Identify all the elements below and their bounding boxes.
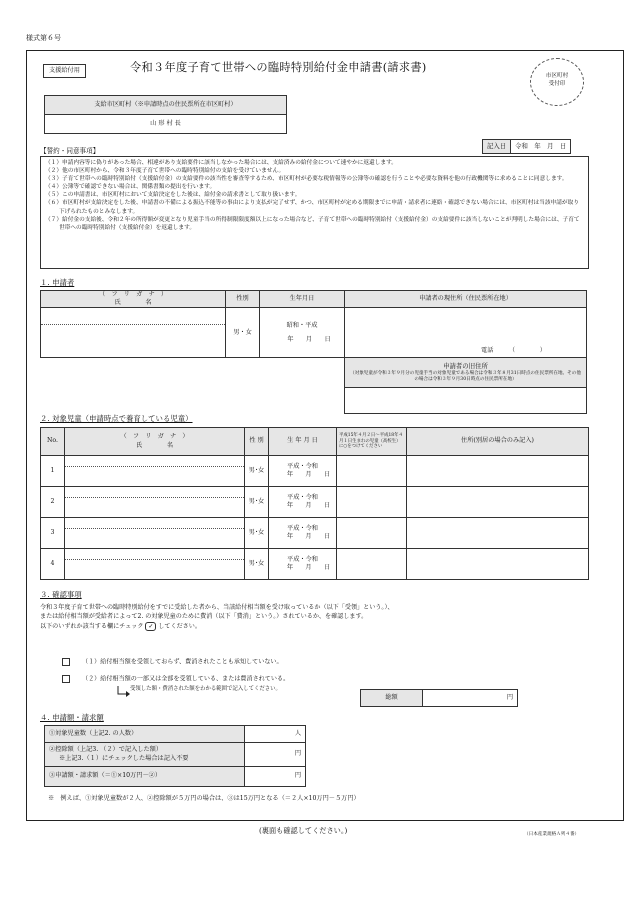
section3-line2: または給付相当額が受給者によって2. の対象児童のために費消（以下「費消」という。）されているか、を確認します。	[40, 613, 368, 621]
name-field[interactable]	[41, 325, 225, 355]
example-note: ※ 例えば、①対象児童数が２人、②控除額が５万円の場合は、③は15万円となる（＝２人×10万円－５万円）	[48, 795, 360, 802]
child-birth[interactable]	[269, 549, 337, 580]
table-row	[41, 549, 589, 580]
option2-label: （２）給付相当額の一部又は全部を受領している、または費消されている。	[82, 675, 290, 683]
birth-ymd: 年 月 日	[287, 335, 331, 343]
row-number: 3	[41, 518, 65, 549]
highschool-field[interactable]	[337, 549, 407, 580]
name-label: 氏 名	[114, 299, 152, 307]
row-number: 1	[41, 456, 65, 487]
option1-row	[62, 658, 582, 666]
total-label: 総額	[361, 690, 423, 707]
deduction-label-note: ※上記3.（１）にチェックした場合は記入不要	[59, 754, 189, 762]
furigana-label: （ フ リ ガ ナ ）	[98, 291, 168, 298]
address-field[interactable]	[345, 308, 587, 358]
highschool-field[interactable]	[337, 487, 407, 518]
form-tag: 支援給付用	[43, 64, 86, 78]
applicant-gender[interactable]: 男・女	[226, 308, 260, 358]
form-number: 様式第６号	[26, 34, 61, 42]
section3-line3a: 以下のいずれか該当する欄にチェック	[40, 622, 144, 630]
birth-era: 平成・令和	[287, 493, 318, 501]
municipality-label: 支給市区町村（※申請時点の住民票所在市区町村）	[45, 96, 287, 115]
entry-date-label: 記入日	[483, 140, 511, 154]
prev-address-label: 申請者の旧住所	[443, 362, 488, 371]
request-amount-label: ③申請額・請求額（＝①×10万円－②）	[45, 767, 245, 787]
section3-line3b: してください。	[158, 622, 201, 630]
child-address-field[interactable]	[407, 456, 589, 487]
child-name-header	[65, 428, 245, 456]
child-birth[interactable]	[269, 518, 337, 549]
child-name-field[interactable]	[65, 518, 245, 549]
section3-line3	[40, 622, 600, 631]
child-address-field[interactable]	[407, 549, 589, 580]
applicant-table	[40, 290, 587, 414]
highschool-field[interactable]	[337, 456, 407, 487]
children-table	[40, 427, 589, 580]
pledge-item: （６）市区町村が支給決定をした後、申請書の不備による振込不能等の事由により支払が完了せず、かつ、市区町村が定める期限までに申請・請求者に連絡・確認できない場合には、市区町村は当該申請が取り下げられたものとみなします。	[45, 200, 579, 215]
footer-note: (裏面も確認してください。)	[259, 826, 348, 835]
section3-heading: ３. 確認事項	[40, 590, 82, 599]
municipality-value[interactable]: 山 形 村 長	[45, 115, 287, 134]
child-gender-header: 性 別	[245, 428, 269, 456]
amounts-table	[44, 725, 306, 787]
prev-address-header	[345, 358, 587, 388]
table-row	[41, 456, 589, 487]
children-count-label: ①対象児童数（上記2. の人数）	[45, 726, 245, 743]
deduction-unit: 円	[294, 750, 301, 758]
child-address-header: 住所(別居の場合のみ記入)	[407, 428, 589, 456]
birth-ymd: 年 月 日	[286, 471, 331, 478]
jis-note: （日本産業規格Ａ列４番）	[524, 832, 580, 837]
pledge-item: （７）給付金の支給後、令和２年の所得額が変更となり児童手当の所得制限限度額以上になった場合など、子育て世帯への臨時特別給付（支援給付金）の支給要件に該当しないことが判明した場合には、子育て世帯への臨時特別給付（支援給付金）を返還します。	[45, 216, 580, 231]
pledge-item: （２）他の市区町村から、令和３年度子育て世帯への臨時特別給付の支給を受けていません。	[45, 168, 285, 175]
birth-header: 生年月日	[260, 291, 345, 308]
birth-era: 昭和・平成	[286, 321, 318, 329]
stamp-line2: 受付印	[548, 81, 566, 88]
pledge-item: （５）この申請書は、市区町村において支給決定をした後は、給付金の請求書として取り扱います。	[45, 192, 301, 199]
birth-era: 平成・令和	[287, 462, 318, 470]
prev-address-note: （対象児童が令和３年９月分の児童手当の対象児童である場合は令和３年８月31日時点の住民票所在地、その他の場合は令和３年９月30日時点の住民票所在地）	[350, 370, 581, 382]
row-number: 2	[41, 487, 65, 518]
deduction-field[interactable]	[245, 743, 306, 767]
applicant-name-field[interactable]	[41, 308, 226, 358]
child-name-field[interactable]	[65, 549, 245, 580]
entry-date-box	[482, 139, 571, 154]
pledge-item: （１）申請内容等に偽りがあった場合、相違があり支給要件に該当しなかった場合には、支給済みの給付金について速やかに返還します。	[45, 160, 397, 166]
option2-row	[62, 675, 582, 683]
entry-date-field[interactable]: 令和 年 月 日	[511, 140, 571, 154]
child-name-field[interactable]	[65, 456, 245, 487]
row-number: 4	[41, 549, 65, 580]
name-label: 氏 名	[135, 441, 174, 449]
prev-address-field[interactable]	[345, 388, 587, 414]
child-gender[interactable]: 男･女	[245, 456, 269, 487]
birth-ymd: 年 月 日	[286, 533, 331, 540]
table-row	[41, 518, 589, 549]
request-amount-unit: 円	[294, 772, 301, 780]
birth-era: 平成・令和	[287, 524, 318, 532]
total-field[interactable]	[423, 690, 518, 707]
birth-ymd: 年 月 日	[286, 564, 331, 571]
child-gender[interactable]: 男･女	[245, 487, 269, 518]
option1-label: （１）給付相当額を受領しておらず、費消されたことも承知していない。	[82, 658, 283, 666]
children-count-field[interactable]	[245, 726, 306, 743]
total-unit: 円	[506, 693, 513, 701]
section3-line1: 令和３年度子育て世帯への臨時特別給付をすでに受給した者から、当該給付相当額を受け取っているか（以下「受領」という。）、	[40, 604, 394, 611]
pledge-heading: 【誓約・同意事項】	[40, 147, 100, 155]
child-birth[interactable]	[269, 487, 337, 518]
gender-header: 性別	[226, 291, 260, 308]
child-gender[interactable]: 男･女	[245, 518, 269, 549]
child-birth[interactable]	[269, 456, 337, 487]
check-mark-icon: ✓	[145, 622, 156, 631]
section4-heading: ４. 申請額・請求額	[40, 713, 104, 722]
pledge-item: （４）公簿等で確認できない場合は、関係書類の提出を行います。	[45, 184, 216, 191]
table-row	[41, 487, 589, 518]
child-address-field[interactable]	[407, 487, 589, 518]
highschool-header: 平成15年４月２日～平成18年４月１日生まれの児童（高校生）に○をつけてください	[337, 428, 407, 456]
page-title: 令和３年度子育て世帯への臨時特別給付金申請書(請求書)	[130, 61, 427, 74]
highschool-field[interactable]	[337, 518, 407, 549]
child-birth-header: 生 年 月 日	[269, 428, 337, 456]
section1-heading: １. 申請者	[40, 278, 75, 287]
pledge-box	[40, 156, 589, 269]
child-address-field[interactable]	[407, 518, 589, 549]
deduction-label-main: ②控除額（上記3. （２）で記入した額）	[49, 746, 163, 754]
child-gender[interactable]: 男･女	[245, 549, 269, 580]
child-name-field[interactable]	[65, 487, 245, 518]
reception-stamp	[530, 58, 584, 106]
option2-checkbox[interactable]	[62, 675, 70, 683]
furigana-label: （ フ リ ガ ナ ）	[120, 433, 189, 441]
stamp-line1: 市区町村	[545, 73, 569, 79]
total-box	[360, 689, 518, 707]
applicant-birth[interactable]	[260, 308, 345, 358]
children-count-unit: 人	[294, 729, 301, 737]
furigana-field[interactable]	[41, 311, 225, 325]
phone-label: 電話 （ ）	[481, 347, 546, 355]
pledge-item: （３）子育て世帯への臨時特別給付（支援給付金）の支給要件の該当性を審査等するため、市区町村が必要な税情報等の公簿等の確認を行うことや必要な資料を他の行政機関等に求めることに同意します。	[45, 176, 568, 183]
applicant-name-header	[41, 291, 226, 308]
no-header: No.	[41, 428, 65, 456]
birth-era: 平成・令和	[287, 555, 318, 563]
option1-checkbox[interactable]	[62, 658, 70, 666]
address-header: 申請者の現住所（住民票所在地）	[345, 291, 587, 308]
arrow-text: 受領した額・費消された額をわかる範囲で記入してください。	[130, 686, 281, 692]
section2-heading: ２. 対象児童（申請時点で養育している児童）	[40, 414, 193, 423]
section3-body	[40, 603, 600, 631]
deduction-label	[45, 743, 245, 767]
request-amount-field[interactable]	[245, 767, 306, 787]
birth-ymd: 年 月 日	[286, 502, 331, 509]
municipality-box	[44, 95, 287, 134]
